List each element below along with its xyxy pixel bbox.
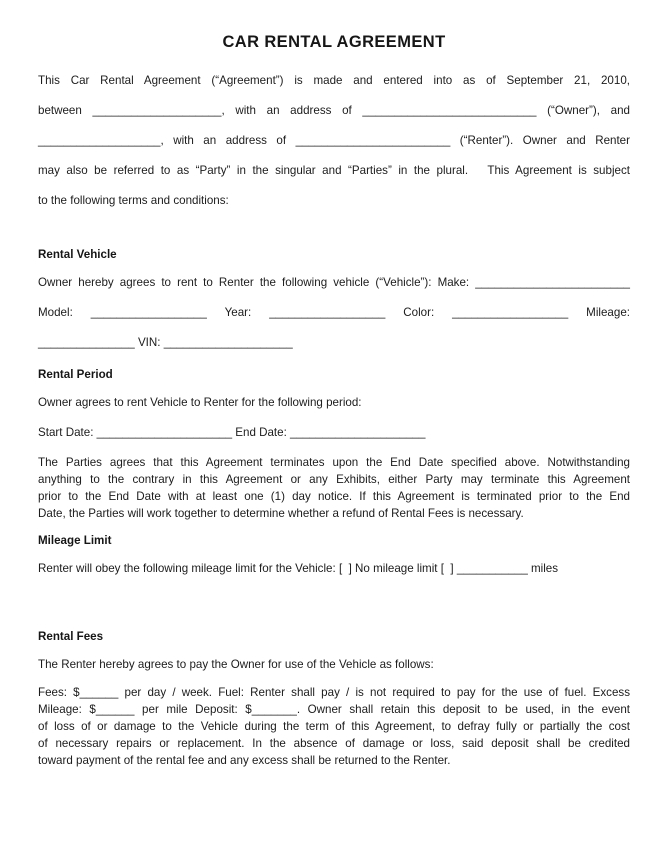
rental-fees-intro-line: The Renter hereby agrees to pay the Owner for use of the Vehicle as follows: <box>38 658 434 671</box>
fees-line: Fees: $______ per day / week. Fuel: Renter shall pay / is not required to pay for the use of fuel. Excess <box>38 686 630 699</box>
rental-vehicle-paragraph <box>38 268 630 358</box>
rental-period-paragraph <box>38 388 630 448</box>
section-heading-rental-period: Rental Period <box>38 368 113 381</box>
rental-fees-intro-paragraph <box>38 650 630 680</box>
vehicle-model-year-color-line: Model: __________________ Year: __________________ Color: __________________ Mileage: <box>38 306 630 319</box>
fees-line: toward payment of the rental fee and any excess shall be returned to the Renter. <box>38 754 451 767</box>
intro-line-owner-blank: between ____________________, with an address of ___________________________ (“Owner”), and <box>38 104 630 117</box>
intro-line: This Car Rental Agreement (“Agreement”) is made and entered into as of September 21, 2010, <box>38 74 630 87</box>
section-heading-mileage-limit: Mileage Limit <box>38 534 112 547</box>
termination-line: anything to the contrary in this Agreement or any Exhibits, either Party may terminate this Agreement <box>38 473 630 486</box>
rental-fees-paragraph <box>38 684 630 769</box>
vehicle-vin-line: _______________ VIN: ____________________ <box>38 336 293 349</box>
rental-period-intro-line: Owner agrees to rent Vehicle to Renter for the following period: <box>38 396 362 409</box>
start-end-date-line: Start Date: _____________________ End Date: _____________________ <box>38 426 426 439</box>
termination-line: prior to the End Date with at least one (1) day notice. If this Agreement is terminated prior to the End <box>38 490 630 503</box>
intro-paragraph <box>38 66 630 216</box>
intro-line: to the following terms and conditions: <box>38 194 229 207</box>
page-title: CAR RENTAL AGREEMENT <box>222 33 446 51</box>
intro-line: may also be referred to as “Party” in the singular and “Parties” in the plural. This Agreement is subject <box>38 164 630 177</box>
mileage-limit-line: Renter will obey the following mileage limit for the Vehicle: [ ] No mileage limit [ ] ___________ miles <box>38 562 559 575</box>
fees-line: Mileage: $______ per mile Deposit: $_______. Owner shall retain this deposit to be used, in the event <box>38 703 630 716</box>
fees-line: of necessary repairs or replacement. In the absence of damage or loss, said deposit shall be credited <box>38 737 630 750</box>
termination-paragraph <box>38 454 630 522</box>
mileage-limit-paragraph <box>38 554 630 584</box>
vehicle-make-line: Owner hereby agrees to rent to Renter the following vehicle (“Vehicle”): Make: ________________________ <box>38 276 630 289</box>
section-heading-rental-fees: Rental Fees <box>38 630 104 643</box>
termination-line: Date, the Parties will work together to determine whether a refund of Rental Fees is necessary. <box>38 507 524 520</box>
fees-line: of loss of or damage to the Vehicle during the term of this Agreement, to defray fully or partially the cost <box>38 720 630 733</box>
termination-line: The Parties agrees that this Agreement terminates upon the End Date specified above. Notwithstanding <box>38 456 630 469</box>
intro-line-renter-blank: ___________________, with an address of ________________________ (“Renter”). Owner and Renter <box>38 134 630 147</box>
section-heading-rental-vehicle: Rental Vehicle <box>38 248 117 261</box>
